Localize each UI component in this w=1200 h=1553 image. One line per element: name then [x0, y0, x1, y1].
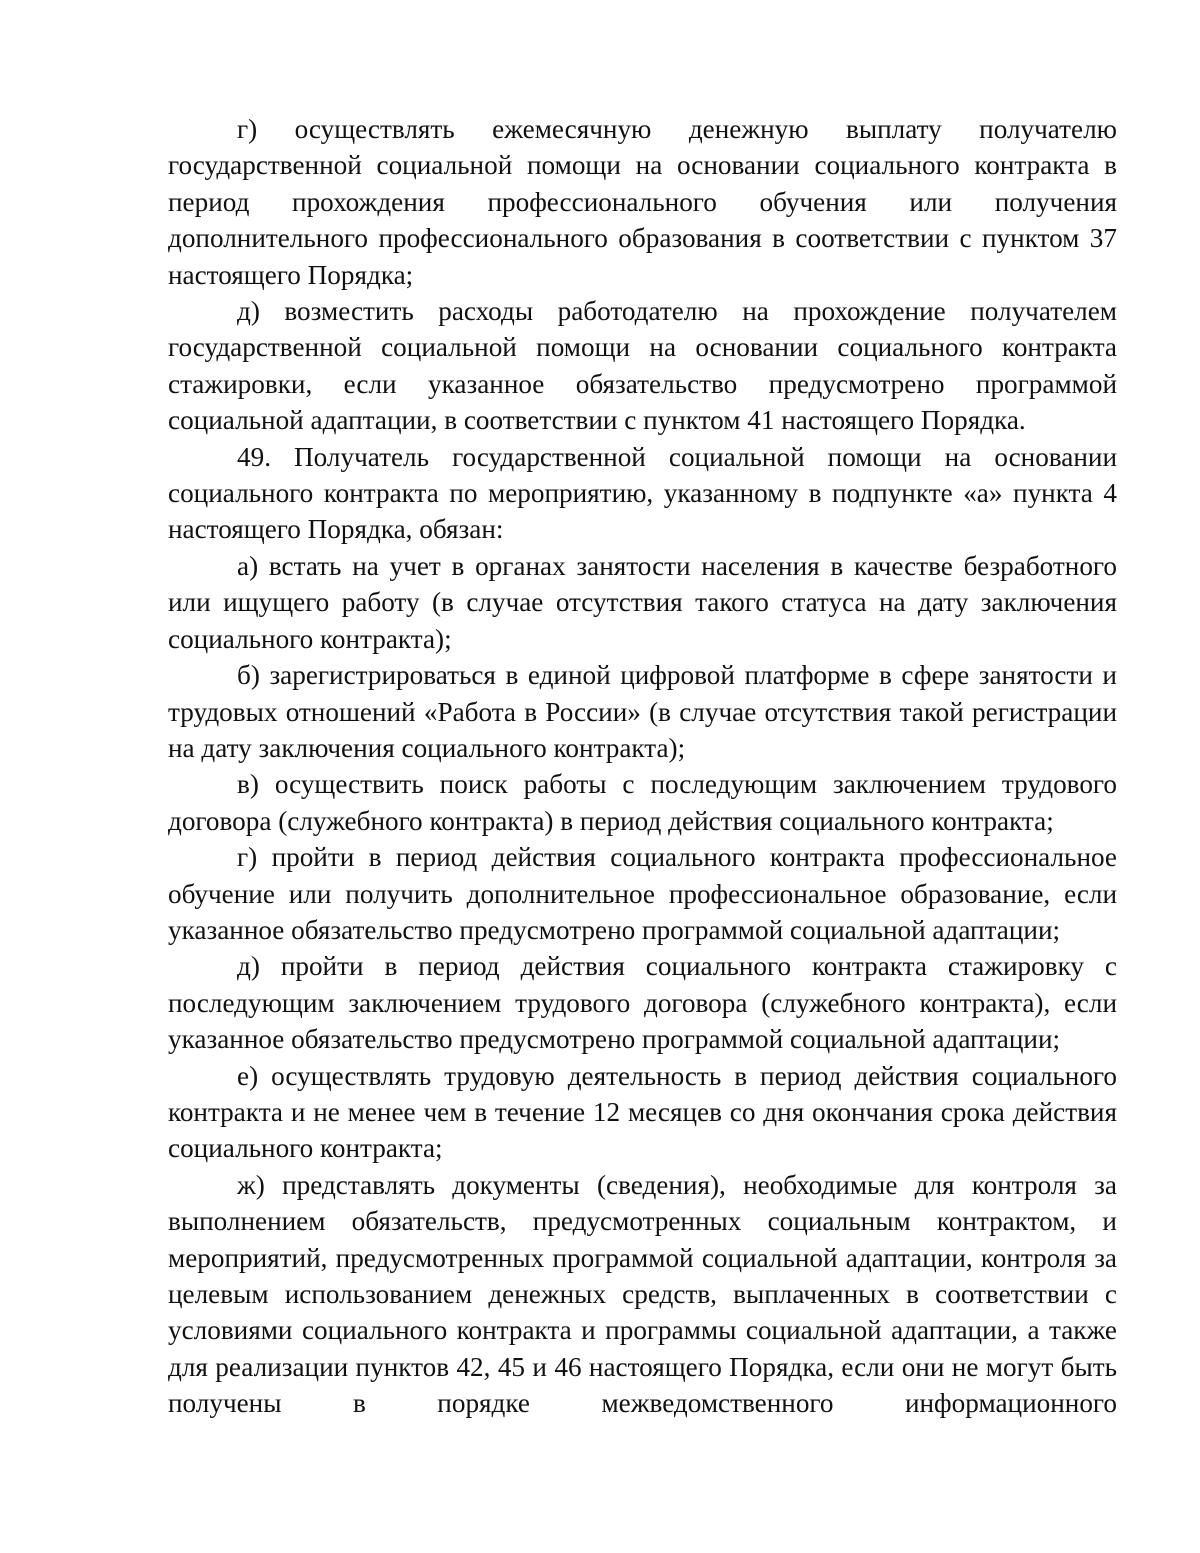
paragraph-e-employment-activity: е) осуществлять трудовую деятельность в период действия социального контракта и не менее чем в течение 12 месяцев со дня окончания срока действия социального контракта;: [168, 1060, 1117, 1164]
paragraph-g-training: г) пройти в период действия социального контракта профессиональное обучение или получить дополнительное профессиональное образование, если указанное обязательство предусмотрено программой социальной адаптации;: [168, 842, 1117, 945]
paragraph-d-internship: д) пройти в период действия социального контракта стажировку с последующим заключением трудового договора (служебного контракта), если указанное обязательство предусмотрено программой социальной адаптации;: [168, 951, 1117, 1055]
paragraph-a-register-employment: а) встать на учет в органах занятости населения в качестве безработного или ищущего работу (в случае отсутствия такого статуса на дату заключения социального контракта);: [168, 550, 1117, 654]
paragraph-49-recipient-obligations: 49. Получатель государственной социальной помощи на основании социального контракта по мероприятию, указанному в подпункте «а» пункта 4 настоящего Порядка, обязан:: [168, 441, 1117, 545]
paragraph-zh-submit-documents: ж) представлять документы (сведения), необходимые для контроля за выполнением обязательств, предусмотренных социальным контрактом, и мероприятий, предусмотренных программой социальной адаптации, контроля за целевым использованием денежных средств, выплаченных в соответствии с условиями социального контракта и программы социальной адаптации, а также для реализации пунктов 42, 45 и 46 настоящего Порядка, если они не могут быть получены в порядке межведомственного информационного: [168, 1169, 1117, 1419]
paragraph-v-job-search: в) осуществить поиск работы с последующим заключением трудового договора (служебного контракта) в период действия социального контракта;: [168, 769, 1117, 836]
document-body: [168, 111, 1117, 1422]
paragraph-b-register-platform: б) зарегистрироваться в единой цифровой платформе в сфере занятости и трудовых отношений «Работа в России» (в случае отсутствия такой регистрации на дату заключения социального контракта);: [168, 660, 1117, 763]
paragraph-g-monthly-payment: г) осуществлять ежемесячную денежную выплату получателю государственной социальной помощи на основании социального контракта в период прохождения профессионального обучения или получения дополнительного профессионального образования в соответствии с пунктом 37 настоящего Порядка;: [168, 114, 1117, 290]
paragraph-d-reimburse-employer: д) возместить расходы работодателю на прохождение получателем государственной социальной помощи на основании социального контракта стажировки, если указанное обязательство предусмотрено программой социальной адаптации, в соответствии с пунктом 41 настоящего Порядка.: [168, 296, 1117, 436]
